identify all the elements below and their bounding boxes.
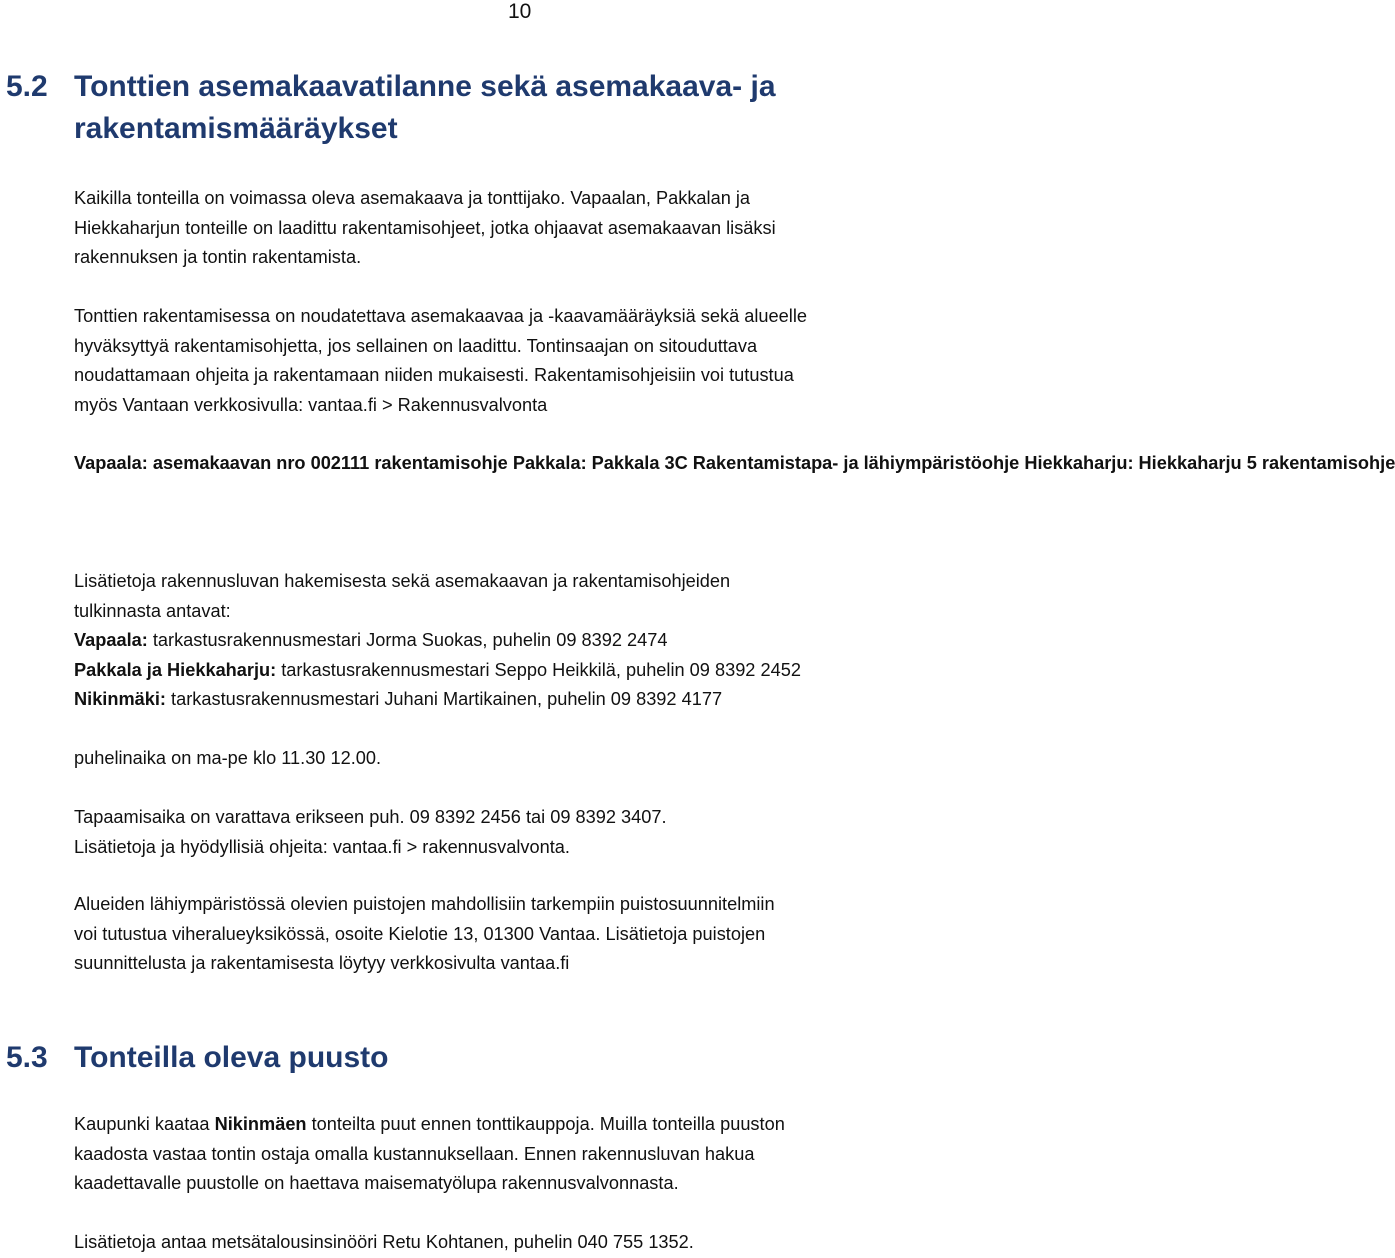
text-line: Lisätietoja antaa metsätalousinsinööri Retu Kohtanen, puhelin 040 755 1352.	[74, 1232, 694, 1252]
text-line: Lisätietoja rakennusluvan hakemisesta sekä asemakaavan ja rakentamisohjeiden	[74, 571, 731, 591]
text-span: Kaupunki kaataa	[74, 1114, 215, 1134]
paragraph-metsatalous	[74, 1228, 954, 1258]
text-line: hyväksyttyä rakentamisohjetta, jos sellainen on laadittu. Tontinsaajan on sitouduttava	[74, 335, 758, 356]
section-title: Tonteilla oleva puusto	[74, 1041, 389, 1074]
text-line: puhelinaika on ma-pe klo 11.30 12.00.	[74, 748, 382, 768]
contact-text: tarkastusrakennusmestari Jorma Suokas, puhelin 09 8392 2474	[147, 630, 668, 650]
text-line: myös Vantaan verkkosivulla: vantaa.fi > Rakennusvalvonta	[74, 394, 548, 415]
paragraph-tapaamisaika	[74, 803, 954, 862]
contact-nikinmaki	[74, 685, 954, 715]
paragraph-asemakaava	[74, 184, 954, 273]
paragraph-lisatietoja	[74, 567, 954, 715]
text-line: Hiekkaharjun tonteille on laadittu rakentamisohjeet, jotka ohjaavat asemakaavan lisäksi	[74, 217, 776, 238]
text-line: Tonttien rakentamisessa on noudatettava asemakaavaa ja -kaavamääräyksiä sekä alueelle	[74, 306, 807, 326]
text-line: kaadosta vastaa tontin ostaja omalla kustannuksellaan. Ennen rakennusluvan hakua	[74, 1143, 755, 1164]
contact-text: tarkastusrakennusmestari Juhani Martikainen, puhelin 09 8392 4177	[165, 689, 723, 709]
section-title-line1: Tonttien asemakaavatilanne sekä asemakaava- ja	[74, 70, 776, 103]
contact-label: Pakkala ja Hiekkaharju:	[74, 659, 277, 680]
text-line: noudattamaan ohjeita ja rakentamaan niiden mukaisesti. Rakentamisohjeisiin voi tutustua	[74, 365, 794, 385]
contact-text: tarkastusrakennusmestari Seppo Heikkilä, puhelin 09 8392 2452	[276, 659, 801, 680]
text-line: Lisätietoja ja hyödyllisiä ohjeita: vantaa.fi > rakennusvalvonta.	[74, 836, 570, 857]
paragraph-rakentamisohjeet	[74, 449, 1395, 479]
text-line: Alueiden lähiympäristössä olevien puistojen mahdollisiin tarkempiin puistosuunnitelmiin	[74, 894, 775, 914]
section-5-3-heading	[6, 1037, 926, 1079]
contact-label: Nikinmäki:	[74, 689, 166, 709]
guideline-vapaala: Vapaala: asemakaavan nro 002111 rakentamisohje	[74, 453, 508, 473]
paragraph-puistot	[74, 890, 954, 979]
contact-vapaala	[74, 626, 954, 656]
text-line: voi tutustua viheralueyksikössä, osoite Kielotie 13, 01300 Vantaa. Lisätietoja puistojen	[74, 923, 766, 944]
section-title-line2: rakentamismääräykset	[74, 112, 398, 145]
guideline-hiekkaharju: Hiekkaharju: Hiekkaharju 5 rakentamisohje	[1024, 453, 1395, 473]
section-number: 5.2	[6, 70, 48, 103]
text-line: kaadettavalle puustolle on haettava maisematyölupa rakennusvalvonnasta.	[74, 1173, 679, 1193]
contact-pakkala-hiekkaharju	[74, 656, 954, 686]
guideline-pakkala: Pakkala: Pakkala 3C Rakentamistapa- ja lähiympäristöohje	[512, 453, 1020, 473]
text-bold: Nikinmäen	[214, 1114, 307, 1134]
section-number: 5.3	[6, 1041, 48, 1074]
text-line: Tapaamisaika on varattava erikseen puh. 09 8392 2456 tai 09 8392 3407.	[74, 807, 667, 827]
contact-label: Vapaala:	[74, 630, 148, 650]
paragraph-puusto	[74, 1110, 954, 1199]
text-line: rakennuksen ja tontin rakentamista.	[74, 247, 362, 267]
paragraph-puhelinaika	[74, 744, 954, 774]
text-span: tonteilta puut ennen tonttikauppoja. Muilla tonteilla puuston	[306, 1114, 785, 1134]
page-number: 10	[508, 0, 532, 23]
text-line: tulkinnasta antavat:	[74, 600, 231, 621]
paragraph-rakentaminen	[74, 302, 954, 420]
text-line	[74, 1110, 954, 1140]
text-line: Kaikilla tonteilla on voimassa oleva asemakaava ja tonttijako. Vapaalan, Pakkalan ja	[74, 188, 751, 208]
section-5-2-heading	[6, 66, 926, 150]
text-line: suunnittelusta ja rakentamisesta löytyy verkkosivulta vantaa.fi	[74, 953, 570, 973]
